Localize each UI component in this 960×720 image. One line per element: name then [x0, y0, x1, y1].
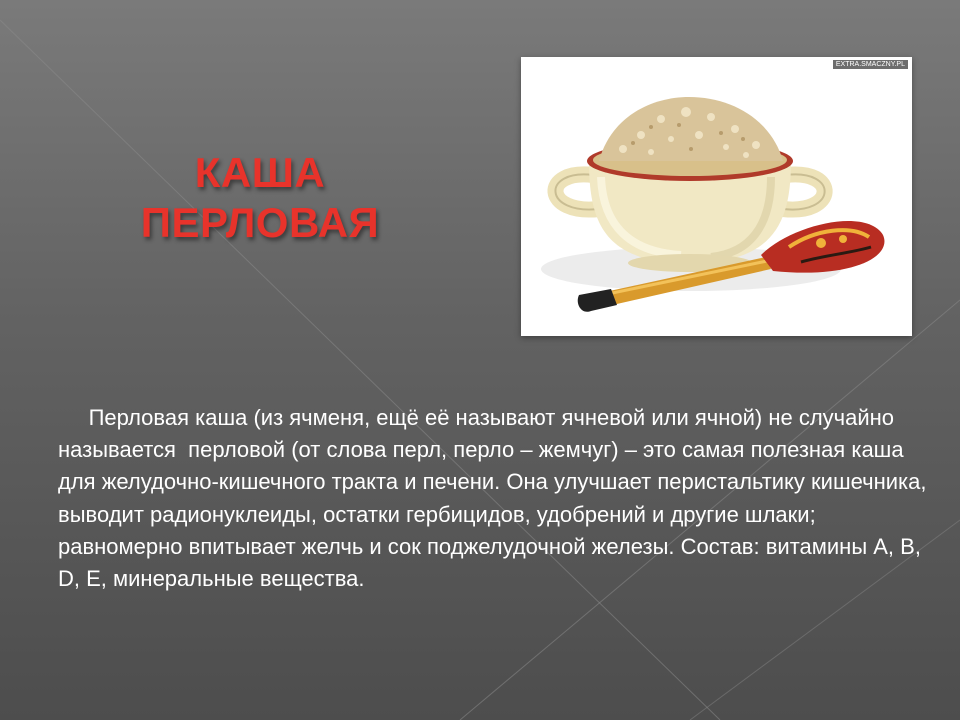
porridge-photo	[521, 57, 912, 336]
image-watermark: EXTRA.SMACZNY.PL	[833, 60, 908, 69]
title-line-2: ПЕРЛОВАЯ	[140, 199, 380, 246]
title-line-1: КАША	[194, 149, 326, 196]
porridge-bowl-illustration	[521, 57, 912, 336]
slide-title	[110, 148, 410, 248]
body-paragraph: Перловая каша (из ячменя, ещё её называют ячневой или ячной) не случайно называется перловой (от слова перл, перло – жемчуг) – это самая полезная каша для желудочно-кишечного тракта и печени. Она улучшает перистальтику кишечника, выводит радионуклеиды, остатки гербицидов, удобрений и другие шлаки; равномерно впитывает желчь и сок поджелудочной железы. Состав: витамины А, В, D, Е, минеральные вещества.	[58, 405, 933, 592]
